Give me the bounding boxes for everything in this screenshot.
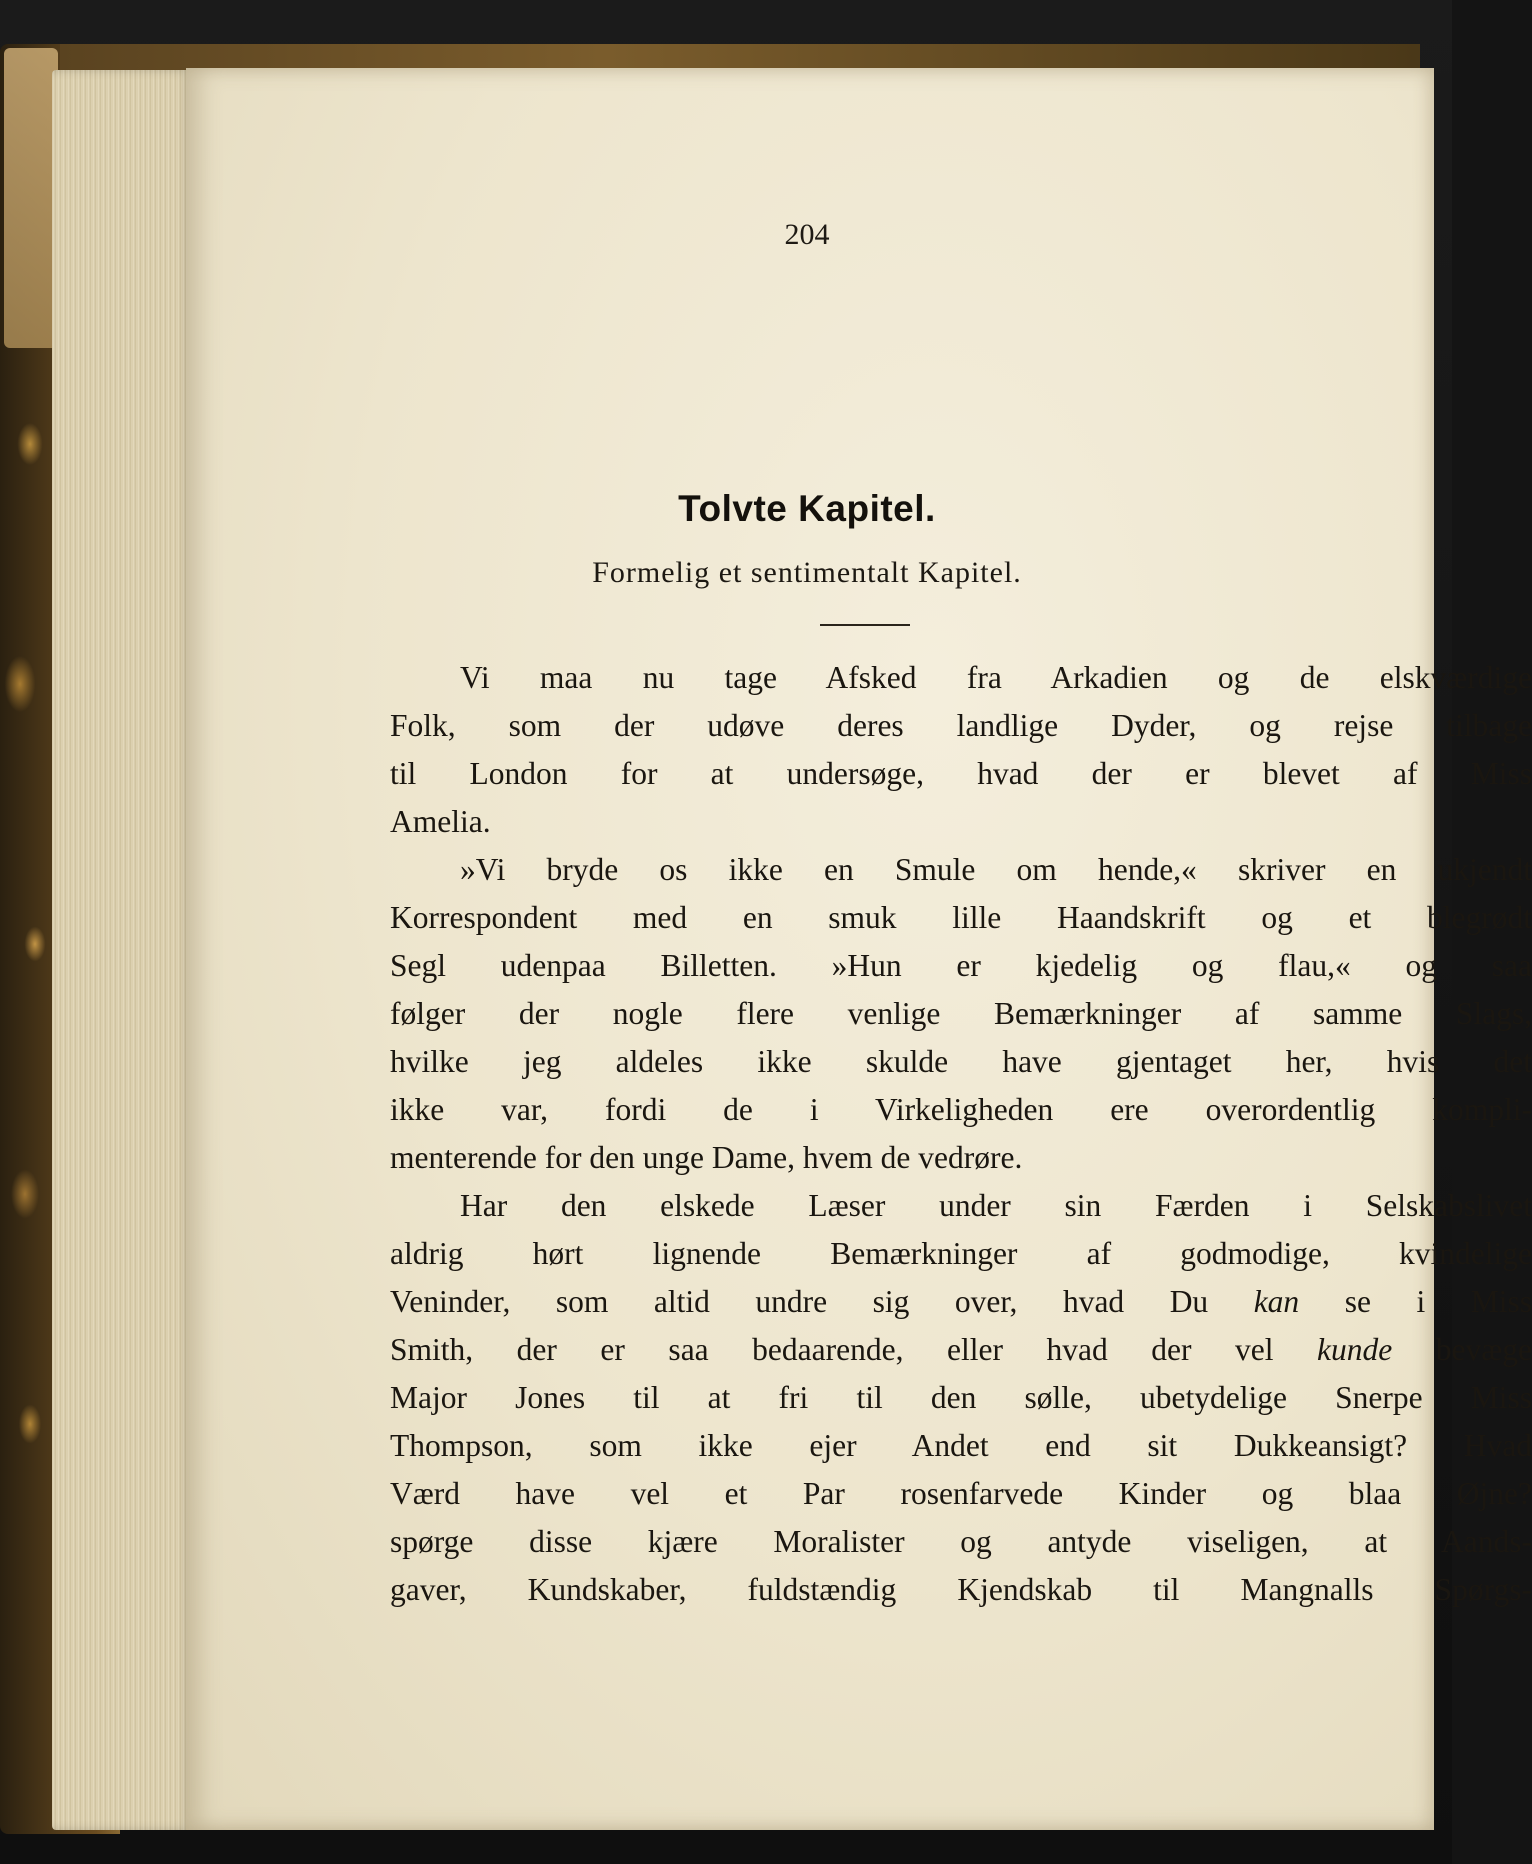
text-line: [390, 1278, 1532, 1326]
text-line: Amelia.: [390, 804, 491, 839]
text-line: hvilke jeg aldeles ikke skulde have gjentaget her, hvis det: [390, 1044, 1532, 1079]
text-line: Folk, som der udøve deres landlige Dyder, og rejse tilbage: [390, 708, 1532, 743]
title-divider: [820, 624, 910, 626]
cover-corner: [4, 48, 58, 348]
chapter-subtitle: Formelig et sentimentalt Kapitel.: [592, 556, 1022, 589]
text-segment: se i Miss: [1299, 1284, 1532, 1319]
text-line: Har den elskede Læser under sin Færden i Selskabslivet: [460, 1188, 1532, 1223]
text-segment: bevæge: [1392, 1332, 1532, 1367]
text-line: Thompson, som ikke ejer Andet end sit Dukkeansigt? Hvad: [390, 1428, 1532, 1463]
text-line: Major Jones til at fri til den sølle, ubetydelige Snerpe Miss: [390, 1380, 1532, 1415]
text-line: spørge disse kjære Moralister og antyde viseligen, at Aands-: [390, 1524, 1532, 1559]
page-edges: [52, 70, 192, 1830]
text-line: »Vi bryde os ikke en Smule om hende,« skriver en ukjendt: [460, 852, 1532, 887]
italic-word: kan: [1253, 1284, 1300, 1319]
text-line: [390, 1326, 1532, 1374]
text-line: Segl udenpaa Billetten. »Hun er kjedelig og flau,« og saa: [390, 948, 1532, 983]
text-line: følger der nogle flere venlige Bemærkninger af samme Slags,: [390, 996, 1532, 1031]
text-line: Vi maa nu tage Afsked fra Arkadien og de elskværdige: [460, 660, 1532, 695]
text-line: Værd have vel et Par rosenfarvede Kinder og blaa Øjne?: [390, 1476, 1532, 1511]
italic-word: kunde: [1317, 1332, 1393, 1367]
text-line: til London for at undersøge, hvad der er blevet af Miss: [390, 756, 1532, 791]
body-text: [390, 654, 1532, 1614]
text-line: ikke var, fordi de i Virkeligheden ere overordentlig kompli-: [390, 1092, 1532, 1127]
page-number: 204: [784, 218, 830, 251]
text-line: menterende for den unge Dame, hvem de vedrøre.: [390, 1140, 1023, 1175]
text-segment: Smith, der er saa bedaarende, eller hvad der vel: [390, 1332, 1318, 1367]
text-line: gaver, Kundskaber, fuldstændig Kjendskab til Mangnalls Spørgs-: [390, 1572, 1532, 1607]
chapter-title: Tolvte Kapitel.: [678, 488, 936, 529]
text-segment: Veninder, som altid undre sig over, hvad Du: [390, 1284, 1254, 1319]
text-line: aldrig hørt lignende Bemærkninger af godmodige, kvindelige: [390, 1236, 1532, 1271]
text-line: Korrespondent med en smuk lille Haandskrift og et blegrødt: [390, 900, 1532, 935]
book-page: [186, 68, 1532, 1830]
